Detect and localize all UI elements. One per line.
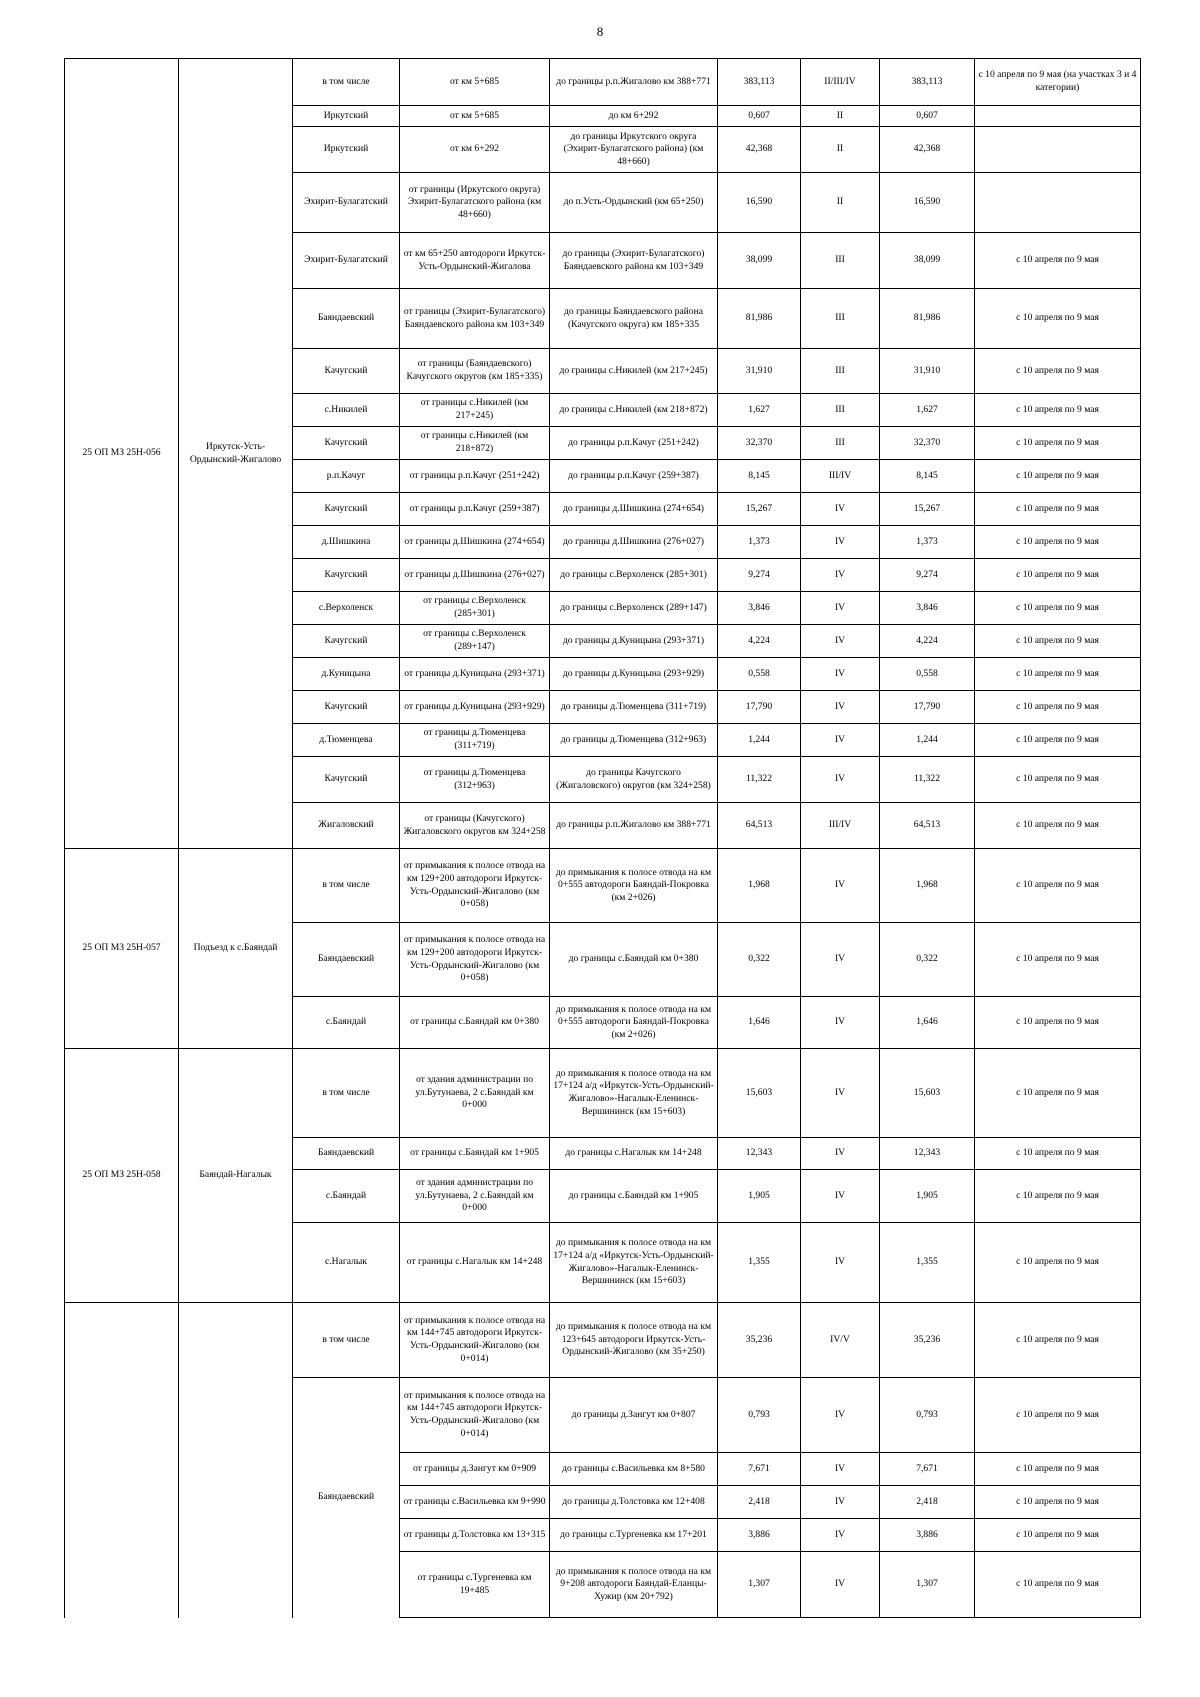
length2-cell: 7,671 bbox=[880, 1453, 975, 1486]
length2-cell: 1,244 bbox=[880, 724, 975, 757]
from-cell: от границы с.Баяндай км 0+380 bbox=[400, 997, 550, 1049]
period-cell: с 10 апреля по 9 мая bbox=[975, 1486, 1141, 1519]
from-cell: от границы д.Зангут км 0+909 bbox=[400, 1453, 550, 1486]
period-cell: с 10 апреля по 9 мая bbox=[975, 803, 1141, 849]
length-cell: 0,558 bbox=[718, 658, 801, 691]
length-cell: 0,607 bbox=[718, 106, 801, 127]
from-cell: от примыкания к полосе отвода на км 144+745 автодороги Иркутск-Усть-Ордынский-Жигалово (км 0+014) bbox=[400, 1303, 550, 1378]
district-cell: Качугский bbox=[293, 349, 400, 394]
length2-cell: 32,370 bbox=[880, 427, 975, 460]
period-cell: с 10 апреля по 9 мая bbox=[975, 427, 1141, 460]
category-cell: IV bbox=[801, 559, 880, 592]
road-name-cell: Иркутск-Усть-Ордынский-Жигалово bbox=[179, 59, 293, 849]
to-cell: до границы д.Тюменцева (312+963) bbox=[550, 724, 718, 757]
category-cell: IV bbox=[801, 625, 880, 658]
road-name-cell: Баяндай-Нагалык bbox=[179, 1049, 293, 1303]
period-cell: с 10 апреля по 9 мая bbox=[975, 559, 1141, 592]
category-cell: IV bbox=[801, 757, 880, 803]
to-cell: до границы с.Васильевка км 8+580 bbox=[550, 1453, 718, 1486]
to-cell: до границы д.Куницына (293+371) bbox=[550, 625, 718, 658]
length-cell: 15,603 bbox=[718, 1049, 801, 1138]
to-cell: до границы (Эхирит-Булагатского) Баяндаевского района км 103+349 bbox=[550, 233, 718, 289]
length-cell: 42,368 bbox=[718, 127, 801, 173]
length2-cell: 0,607 bbox=[880, 106, 975, 127]
road-name-cell: Подъезд к с.Баяндай bbox=[179, 849, 293, 1049]
from-cell: от км 65+250 автодороги Иркутск-Усть-Ордынский-Жигалова bbox=[400, 233, 550, 289]
length-cell: 2,418 bbox=[718, 1486, 801, 1519]
from-cell: от км 5+685 bbox=[400, 59, 550, 106]
length-cell: 9,274 bbox=[718, 559, 801, 592]
length-cell: 16,590 bbox=[718, 173, 801, 233]
from-cell: от границы с.Тургеневка км 19+485 bbox=[400, 1552, 550, 1618]
district-cell: Качугский bbox=[293, 757, 400, 803]
period-cell bbox=[975, 106, 1141, 127]
from-cell: от границы д.Шишкина (276+027) bbox=[400, 559, 550, 592]
period-cell: с 10 апреля по 9 мая bbox=[975, 394, 1141, 427]
from-cell: от границы р.п.Качуг (259+387) bbox=[400, 493, 550, 526]
period-cell: с 10 апреля по 9 мая bbox=[975, 1519, 1141, 1552]
to-cell: до границы с.Баяндай км 1+905 bbox=[550, 1170, 718, 1223]
to-cell: до примыкания к полосе отвода на км 17+124 а/д «Иркутск-Усть-Ордынский-Жигалово»-Нагалык-Еленинск-Вершининск (км 15+603) bbox=[550, 1049, 718, 1138]
period-cell: с 10 апреля по 9 мая bbox=[975, 493, 1141, 526]
length-cell: 17,790 bbox=[718, 691, 801, 724]
to-cell: до п.Усть-Ордынский (км 65+250) bbox=[550, 173, 718, 233]
from-cell: от границы с.Нагалык км 14+248 bbox=[400, 1223, 550, 1303]
length2-cell: 1,307 bbox=[880, 1552, 975, 1618]
table-row bbox=[65, 849, 1141, 923]
district-cell: с.Баяндай bbox=[293, 1170, 400, 1223]
category-cell: IV bbox=[801, 849, 880, 923]
category-cell: IV bbox=[801, 923, 880, 997]
period-cell: с 10 апреля по 9 мая bbox=[975, 460, 1141, 493]
length-cell: 3,846 bbox=[718, 592, 801, 625]
from-cell: от примыкания к полосе отвода на км 129+200 автодороги Иркутск-Усть-Ордынский-Жигалово (км 0+058) bbox=[400, 923, 550, 997]
period-cell: с 10 апреля по 9 мая bbox=[975, 289, 1141, 349]
length2-cell: 42,368 bbox=[880, 127, 975, 173]
to-cell: до примыкания к полосе отвода на км 123+645 автодороги Иркутск-Усть-Ордынский-Жигалово (км 35+250) bbox=[550, 1303, 718, 1378]
category-cell: II/III/IV bbox=[801, 59, 880, 106]
category-cell: III bbox=[801, 233, 880, 289]
to-cell: до границы д.Тюменцева (311+719) bbox=[550, 691, 718, 724]
length-cell: 32,370 bbox=[718, 427, 801, 460]
period-cell: с 10 апреля по 9 мая bbox=[975, 1378, 1141, 1453]
to-cell: до границы р.п.Жигалово км 388+771 bbox=[550, 59, 718, 106]
table-row bbox=[65, 1303, 1141, 1378]
length2-cell: 16,590 bbox=[880, 173, 975, 233]
to-cell: до примыкания к полосе отвода на км 17+124 а/д «Иркутск-Усть-Ордынский-Жигалово»-Нагалык-Еленинск-Вершининск (км 15+603) bbox=[550, 1223, 718, 1303]
length-cell: 1,307 bbox=[718, 1552, 801, 1618]
district-cell: Баяндаевский bbox=[293, 289, 400, 349]
road-name-cell bbox=[179, 1303, 293, 1618]
period-cell: с 10 апреля по 9 мая bbox=[975, 1453, 1141, 1486]
period-cell: с 10 апреля по 9 мая (на участках 3 и 4 категории) bbox=[975, 59, 1141, 106]
category-cell: IV bbox=[801, 1170, 880, 1223]
district-cell: Эхирит-Булагатский bbox=[293, 173, 400, 233]
district-cell: Качугский bbox=[293, 493, 400, 526]
length-cell: 81,986 bbox=[718, 289, 801, 349]
length-cell: 3,886 bbox=[718, 1519, 801, 1552]
category-cell: IV bbox=[801, 1378, 880, 1453]
length-cell: 0,322 bbox=[718, 923, 801, 997]
category-cell: IV bbox=[801, 526, 880, 559]
from-cell: от здания администрации по ул.Бутунаева, 2 с.Баяндай км 0+000 bbox=[400, 1170, 550, 1223]
from-cell: от границы с.Васильевка км 9+990 bbox=[400, 1486, 550, 1519]
length-cell: 12,343 bbox=[718, 1138, 801, 1170]
period-cell: с 10 апреля по 9 мая bbox=[975, 757, 1141, 803]
category-cell: IV bbox=[801, 493, 880, 526]
from-cell: от границы с.Верхоленск (289+147) bbox=[400, 625, 550, 658]
to-cell: до границы с.Верхоленск (289+147) bbox=[550, 592, 718, 625]
category-cell: IV bbox=[801, 1519, 880, 1552]
period-cell: с 10 апреля по 9 мая bbox=[975, 625, 1141, 658]
district-cell: Качугский bbox=[293, 625, 400, 658]
to-cell: до границы с.Тургеневка км 17+201 bbox=[550, 1519, 718, 1552]
from-cell: от здания администрации по ул.Бутунаева, 2 с.Баяндай км 0+000 bbox=[400, 1049, 550, 1138]
length2-cell: 35,236 bbox=[880, 1303, 975, 1378]
district-cell: Качугский bbox=[293, 691, 400, 724]
length-cell: 1,905 bbox=[718, 1170, 801, 1223]
from-cell: от км 6+292 bbox=[400, 127, 550, 173]
from-cell: от границы д.Куницына (293+929) bbox=[400, 691, 550, 724]
length2-cell: 0,322 bbox=[880, 923, 975, 997]
to-cell: до границы р.п.Качуг (259+387) bbox=[550, 460, 718, 493]
to-cell: до границы д.Куницына (293+929) bbox=[550, 658, 718, 691]
from-cell: от границы (Иркутского округа) Эхирит-Булагатского района (км 48+660) bbox=[400, 173, 550, 233]
district-cell: в том числе bbox=[293, 1049, 400, 1138]
length2-cell: 1,646 bbox=[880, 997, 975, 1049]
category-cell: IV bbox=[801, 1552, 880, 1618]
from-cell: от границы (Качугского) Жигаловского округов км 324+258 bbox=[400, 803, 550, 849]
road-code-cell bbox=[65, 1303, 179, 1618]
from-cell: от границы д.Куницына (293+371) bbox=[400, 658, 550, 691]
length2-cell: 1,355 bbox=[880, 1223, 975, 1303]
category-cell: II bbox=[801, 127, 880, 173]
road-code-cell: 25 ОП МЗ 25Н-058 bbox=[65, 1049, 179, 1303]
period-cell: с 10 апреля по 9 мая bbox=[975, 592, 1141, 625]
category-cell: IV/V bbox=[801, 1303, 880, 1378]
to-cell: до границы д.Шишкина (276+027) bbox=[550, 526, 718, 559]
length2-cell: 2,418 bbox=[880, 1486, 975, 1519]
district-cell: Баяндаевский bbox=[293, 923, 400, 997]
category-cell: III bbox=[801, 394, 880, 427]
category-cell: IV bbox=[801, 691, 880, 724]
category-cell: IV bbox=[801, 997, 880, 1049]
district-cell: д.Куницына bbox=[293, 658, 400, 691]
table-row bbox=[65, 59, 1141, 106]
to-cell: до границы д.Шишкина (274+654) bbox=[550, 493, 718, 526]
from-cell: от границы д.Тюменцева (311+719) bbox=[400, 724, 550, 757]
period-cell bbox=[975, 173, 1141, 233]
category-cell: IV bbox=[801, 592, 880, 625]
category-cell: III/IV bbox=[801, 803, 880, 849]
district-cell: Иркутский bbox=[293, 106, 400, 127]
to-cell: до границы с.Нагалык км 14+248 bbox=[550, 1138, 718, 1170]
road-code-cell: 25 ОП МЗ 25Н-056 bbox=[65, 59, 179, 849]
period-cell bbox=[975, 127, 1141, 173]
length2-cell: 12,343 bbox=[880, 1138, 975, 1170]
length2-cell: 4,224 bbox=[880, 625, 975, 658]
length2-cell: 3,886 bbox=[880, 1519, 975, 1552]
table-row bbox=[65, 1049, 1141, 1138]
to-cell: до границы Иркутского округа (Эхирит-Булагатского района) (км 48+660) bbox=[550, 127, 718, 173]
length2-cell: 1,627 bbox=[880, 394, 975, 427]
length-cell: 1,373 bbox=[718, 526, 801, 559]
category-cell: III bbox=[801, 289, 880, 349]
period-cell: с 10 апреля по 9 мая bbox=[975, 1223, 1141, 1303]
from-cell: от границы д.Толстовка км 13+315 bbox=[400, 1519, 550, 1552]
district-cell: Жигаловский bbox=[293, 803, 400, 849]
from-cell: от границы (Баяндаевского) Качугского округов (км 185+335) bbox=[400, 349, 550, 394]
length-cell: 35,236 bbox=[718, 1303, 801, 1378]
category-cell: IV bbox=[801, 658, 880, 691]
length2-cell: 38,099 bbox=[880, 233, 975, 289]
district-cell: с.Баяндай bbox=[293, 997, 400, 1049]
category-cell: III/IV bbox=[801, 460, 880, 493]
district-cell: р.п.Качуг bbox=[293, 460, 400, 493]
from-cell: от границы д.Тюменцева (312+963) bbox=[400, 757, 550, 803]
category-cell: IV bbox=[801, 1486, 880, 1519]
length2-cell: 1,373 bbox=[880, 526, 975, 559]
from-cell: от км 5+685 bbox=[400, 106, 550, 127]
length2-cell: 3,846 bbox=[880, 592, 975, 625]
district-cell: д.Тюменцева bbox=[293, 724, 400, 757]
to-cell: до границы Качугского (Жигаловского) округов (км 324+258) bbox=[550, 757, 718, 803]
to-cell: до границы Баяндаевского района (Качугского округа) км 185+335 bbox=[550, 289, 718, 349]
category-cell: IV bbox=[801, 1223, 880, 1303]
from-cell: от границы с.Баяндай км 1+905 bbox=[400, 1138, 550, 1170]
from-cell: от границы д.Шишкина (274+654) bbox=[400, 526, 550, 559]
from-cell: от примыкания к полосе отвода на км 144+745 автодороги Иркутск-Усть-Ордынский-Жигалово (км 0+014) bbox=[400, 1378, 550, 1453]
length-cell: 7,671 bbox=[718, 1453, 801, 1486]
length-cell: 15,267 bbox=[718, 493, 801, 526]
to-cell: до границы с.Никилей (км 217+245) bbox=[550, 349, 718, 394]
from-cell: от границы (Эхирит-Булагатского) Баяндаевского района км 103+349 bbox=[400, 289, 550, 349]
length2-cell: 15,267 bbox=[880, 493, 975, 526]
length-cell: 0,793 bbox=[718, 1378, 801, 1453]
category-cell: IV bbox=[801, 1049, 880, 1138]
period-cell: с 10 апреля по 9 мая bbox=[975, 349, 1141, 394]
length-cell: 1,968 bbox=[718, 849, 801, 923]
category-cell: IV bbox=[801, 1453, 880, 1486]
length2-cell: 1,905 bbox=[880, 1170, 975, 1223]
length-cell: 8,145 bbox=[718, 460, 801, 493]
from-cell: от границы с.Никилей (км 218+872) bbox=[400, 427, 550, 460]
period-cell: с 10 апреля по 9 мая bbox=[975, 997, 1141, 1049]
district-cell: с.Верхоленск bbox=[293, 592, 400, 625]
period-cell: с 10 апреля по 9 мая bbox=[975, 658, 1141, 691]
length2-cell: 11,322 bbox=[880, 757, 975, 803]
from-cell: от границы р.п.Качуг (251+242) bbox=[400, 460, 550, 493]
period-cell: с 10 апреля по 9 мая bbox=[975, 1170, 1141, 1223]
from-cell: от границы с.Никилей (км 217+245) bbox=[400, 394, 550, 427]
length-cell: 4,224 bbox=[718, 625, 801, 658]
district-cell: д.Шишкина bbox=[293, 526, 400, 559]
length2-cell: 1,968 bbox=[880, 849, 975, 923]
page-number: 8 bbox=[596, 24, 604, 39]
to-cell: до км 6+292 bbox=[550, 106, 718, 127]
length2-cell: 0,793 bbox=[880, 1378, 975, 1453]
period-cell: с 10 апреля по 9 мая bbox=[975, 233, 1141, 289]
district-cell: Баяндаевский bbox=[293, 1378, 400, 1618]
district-cell: с.Нагалык bbox=[293, 1223, 400, 1303]
length-cell: 11,322 bbox=[718, 757, 801, 803]
district-cell: Баяндаевский bbox=[293, 1138, 400, 1170]
to-cell: до примыкания к полосе отвода на км 0+555 автодороги Баяндай-Покровка (км 2+026) bbox=[550, 997, 718, 1049]
period-cell: с 10 апреля по 9 мая bbox=[975, 526, 1141, 559]
period-cell: с 10 апреля по 9 мая bbox=[975, 691, 1141, 724]
district-cell: в том числе bbox=[293, 1303, 400, 1378]
road-table-wrapper bbox=[64, 58, 1140, 1618]
period-cell: с 10 апреля по 9 мая bbox=[975, 1552, 1141, 1618]
to-cell: до границы р.п.Жигалово км 388+771 bbox=[550, 803, 718, 849]
to-cell: до примыкания к полосе отвода на км 9+208 автодороги Баяндай-Еланцы-Хужир (км 20+792) bbox=[550, 1552, 718, 1618]
length-cell: 31,910 bbox=[718, 349, 801, 394]
period-cell: с 10 апреля по 9 мая bbox=[975, 724, 1141, 757]
district-cell: Эхирит-Булагатский bbox=[293, 233, 400, 289]
length-cell: 1,244 bbox=[718, 724, 801, 757]
category-cell: III bbox=[801, 349, 880, 394]
length-cell: 64,513 bbox=[718, 803, 801, 849]
period-cell: с 10 апреля по 9 мая bbox=[975, 923, 1141, 997]
district-cell: с.Никилей bbox=[293, 394, 400, 427]
to-cell: до границы д.Зангут км 0+807 bbox=[550, 1378, 718, 1453]
from-cell: от примыкания к полосе отвода на км 129+200 автодороги Иркутск-Усть-Ордынский-Жигалово (км 0+058) bbox=[400, 849, 550, 923]
length2-cell: 31,910 bbox=[880, 349, 975, 394]
length2-cell: 383,113 bbox=[880, 59, 975, 106]
from-cell: от границы с.Верхоленск (285+301) bbox=[400, 592, 550, 625]
period-cell: с 10 апреля по 9 мая bbox=[975, 849, 1141, 923]
district-cell: Иркутский bbox=[293, 127, 400, 173]
district-cell: в том числе bbox=[293, 849, 400, 923]
length2-cell: 0,558 bbox=[880, 658, 975, 691]
district-cell: Качугский bbox=[293, 559, 400, 592]
category-cell: III bbox=[801, 427, 880, 460]
length-cell: 383,113 bbox=[718, 59, 801, 106]
category-cell: II bbox=[801, 106, 880, 127]
period-cell: с 10 апреля по 9 мая bbox=[975, 1138, 1141, 1170]
length2-cell: 17,790 bbox=[880, 691, 975, 724]
length2-cell: 15,603 bbox=[880, 1049, 975, 1138]
to-cell: до границы с.Никилей (км 218+872) bbox=[550, 394, 718, 427]
to-cell: до границы д.Толстовка км 12+408 bbox=[550, 1486, 718, 1519]
length2-cell: 9,274 bbox=[880, 559, 975, 592]
period-cell: с 10 апреля по 9 мая bbox=[975, 1303, 1141, 1378]
to-cell: до границы с.Верхоленск (285+301) bbox=[550, 559, 718, 592]
length2-cell: 64,513 bbox=[880, 803, 975, 849]
period-cell: с 10 апреля по 9 мая bbox=[975, 1049, 1141, 1138]
length2-cell: 81,986 bbox=[880, 289, 975, 349]
to-cell: до границы р.п.Качуг (251+242) bbox=[550, 427, 718, 460]
length-cell: 38,099 bbox=[718, 233, 801, 289]
district-cell: в том числе bbox=[293, 59, 400, 106]
district-cell: Качугский bbox=[293, 427, 400, 460]
length-cell: 1,627 bbox=[718, 394, 801, 427]
to-cell: до примыкания к полосе отвода на км 0+555 автодороги Баяндай-Покровка (км 2+026) bbox=[550, 849, 718, 923]
road-code-cell: 25 ОП МЗ 25Н-057 bbox=[65, 849, 179, 1049]
length2-cell: 8,145 bbox=[880, 460, 975, 493]
category-cell: IV bbox=[801, 1138, 880, 1170]
category-cell: IV bbox=[801, 724, 880, 757]
category-cell: II bbox=[801, 173, 880, 233]
to-cell: до границы с.Баяндай км 0+380 bbox=[550, 923, 718, 997]
length-cell: 1,355 bbox=[718, 1223, 801, 1303]
road-table bbox=[64, 58, 1141, 1618]
length-cell: 1,646 bbox=[718, 997, 801, 1049]
